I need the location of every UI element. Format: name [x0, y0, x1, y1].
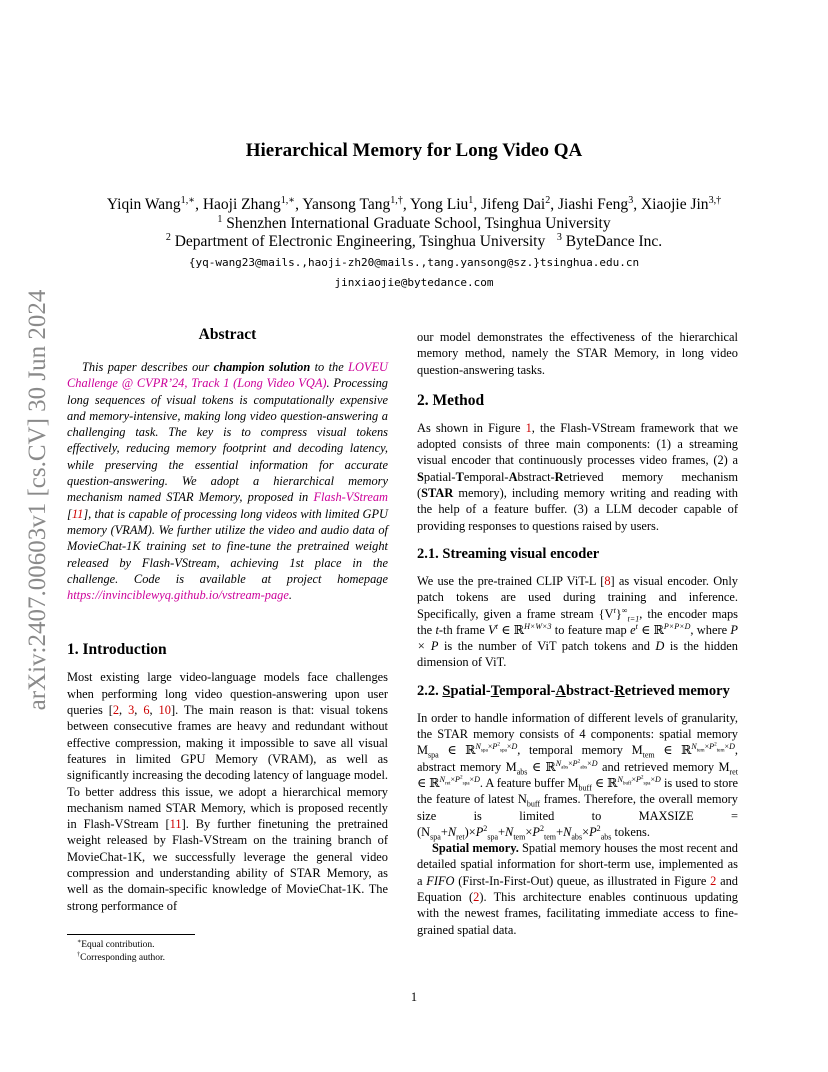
author: Jifeng Dai$^2$,: [481, 194, 558, 213]
arxiv-stamp: [18, 290, 58, 710]
email-line-1: {yq-wang23@mails.,haoji-zh20@mails.,tang.yansong@sz.}tsinghua.edu.cn: [188, 256, 640, 269]
abstract-text: This paper describes our champion solution to the LOVEU Challenge @ CVPR’24, Track 1 (Long Video VQA). Processing long sequences of visual tokens is computationally expensive and memory-intensive, making long video question-answering a challenging task. The key is to compress visual tokens effectively, reducing memory footprint and decoding latency, while preserving the essential information for accurate question-answering. We adopt a hierarchical memory mechanism named STAR Memory, proposed in Flash-VStream [11], that is capable of processing long videos with limited GPU memory (VRAM). We further utilize the video and audio data of MovieChat-1K training set to fine-tune the pretrained weight released by Flash-VStream, achieving 1st place in the challenge. Code is available at project homepage https://invinciblewyq.github.io/vstream-page.: [67, 360, 388, 603]
section-2-1-text: We use the pre-trained CLIP ViT-L [8] as visual encoder. Only patch tokens are used during training and inference. Specifically, given a frame stream $\{V^t\}^\infty_{t=1}$, the encoder maps the t-th frame $V^t$ ∈ ℝ$^{H\times W\times 3}$ to feature map $e^t$ ∈ ℝ$^{P\times P\times D}$, where P × P is the number of ViT patch tokens and D is the hidden dimension of ViT.: [417, 573, 738, 670]
figure-link[interactable]: 2: [710, 873, 717, 888]
affiliation-1: $^1$ Shenzhen International Graduate School, Tsinghua University: [217, 213, 611, 232]
section-2-2-text: In order to handle information of different levels of granularity, the STAR memory consists of 4 components: spatial memory $M_{spa}$ ∈ ℝ$^{N_{spa}\times P^2_{spa}\times D}$, temporal memory $M_{tem}$ ∈ ℝ$^{N_{tem}\times P^2_{tem}\times D}$, abstract memory $M_{abs}$ ∈ ℝ$^{N_{abs}\times P^2_{abs}\times D}$ and retrieved memory $M_{ret}$ ∈ ℝ$^{N_{ret}\times P^2_{spa}\times D}$. A feature buffer $M_{buff}$ ∈ ℝ$^{N_{buff}\times P^2_{spa}\times D}$ is used to store the feature of latest $N_{buff}$ frames. Therefore, the overall memory size is limited to MAXSIZE = $(N_{spa}+N_{ret})\times P^2_{spa}+N_{tem}\times P^2_{tem}+N_{abs}\times P^2_{abs}$ tokens.: [417, 710, 738, 842]
footnotes: [77, 939, 165, 965]
left-column: [67, 326, 388, 914]
author: Xiaojie Jin$^{3,\dagger}$: [640, 194, 722, 213]
section-2-2-heading: 2.2. Spatial-Temporal-Abstract-Retrieved memory: [417, 682, 730, 699]
paper-title: Hierarchical Memory for Long Video QA: [245, 140, 583, 161]
arxiv-stamp-text: arXiv:2407.00603v1 [cs.CV] 30 Jun 2024: [24, 289, 51, 711]
intro-continued: our model demonstrates the effectiveness of the hierarchical memory method, namely the STAR Memory, in long video question-answering tasks.: [417, 330, 738, 377]
intro-text: Most existing large video-language models face challenges when performing long video question-answering upon user queries [2, 3, 6, 10]. The main reason is that: visual tokens between consecutive frames are heavy and redundant without effective compression, making it impossible to save all visual features in limited GPU Memory (VRAM), as well as significantly increasing the decoding latency of language model. To better address this issue, we adopt a hierarchical memory mechanism named STAR Memory, which is proposed recently in Flash-VStream [11]. By further finetuning the pretrained weight released by Flash-VStream on the training branch of MovieChat-1K, we successfully leverage the general video compression and understanding ability of STAR Memory, as well as the domain-specific knowledge of MovieChat-1K. The strong performance of: [67, 670, 389, 913]
right-column: [417, 329, 738, 938]
author: Yong Liu$^1$,: [410, 194, 482, 213]
author-list: [0, 196, 828, 214]
intro-heading: 1. Introduction: [67, 641, 167, 659]
author: Yansong Tang$^{1,\dagger}$,: [302, 194, 410, 213]
citation-link[interactable]: 8: [604, 573, 611, 588]
affiliation-2-3: $^2$ Department of Electronic Engineering, Tsinghua University $^3$ ByteDance Inc.: [165, 231, 663, 250]
section-2-1-heading: 2.1. Streaming visual encoder: [417, 545, 600, 562]
citation-link[interactable]: 2: [112, 703, 120, 718]
footnote-divider: [67, 934, 195, 935]
footnote-equal: ∗Equal contribution.: [77, 938, 155, 950]
method-heading: 2. Method: [417, 391, 485, 409]
author: Yiqin Wang$^{1,∗}$,: [106, 194, 203, 213]
citation-link[interactable]: 6: [143, 703, 150, 718]
citation-link[interactable]: 11: [71, 506, 84, 521]
author: Jiashi Feng$^3$,: [558, 194, 641, 213]
figure-link[interactable]: 1: [525, 420, 532, 435]
citation-link[interactable]: 11: [169, 817, 182, 832]
homepage-link[interactable]: https://invinciblewyq.github.io/vstream-page: [67, 588, 289, 603]
citation-link[interactable]: 10: [158, 703, 171, 718]
author: Haoji Zhang$^{1,∗}$,: [202, 194, 303, 213]
citation-link[interactable]: 3: [128, 703, 135, 718]
footnote-corresponding: †Corresponding author.: [77, 951, 166, 963]
equation-link[interactable]: 2: [473, 890, 480, 905]
challenge-link[interactable]: LOVEU Challenge @ CVPR’24, Track 1 (Long Video VQA): [67, 360, 388, 391]
method-text: As shown in Figure 1, the Flash-VStream framework that we adopted consists of three main components: (1) a streaming visual encoder that continuously processes video frames, (2) a Spatial-Temporal-Abstract-Retrieved memory mechanism (STAR memory), including memory writing and reading with the help of a feature buffer. (3) a LLM decoder capable of providing responses to questions raised by users.: [417, 420, 738, 533]
abstract-heading: Abstract: [198, 326, 257, 343]
spatial-memory-text: Spatial memory. Spatial memory houses the most recent and detailed spatial information for short-term use, implemented as a FIFO (First-In-First-Out) queue, as illustrated in Figure 2 and Equation (2). This architecture enables continuous updating with the newest frames, facilitating immediate access to fine-grained spatial data.: [417, 841, 738, 937]
page-number: 1: [410, 990, 418, 1004]
flash-vstream-link[interactable]: Flash-VStream: [313, 490, 388, 505]
email-line-2: jinxiaojie@bytedance.com: [334, 276, 494, 289]
